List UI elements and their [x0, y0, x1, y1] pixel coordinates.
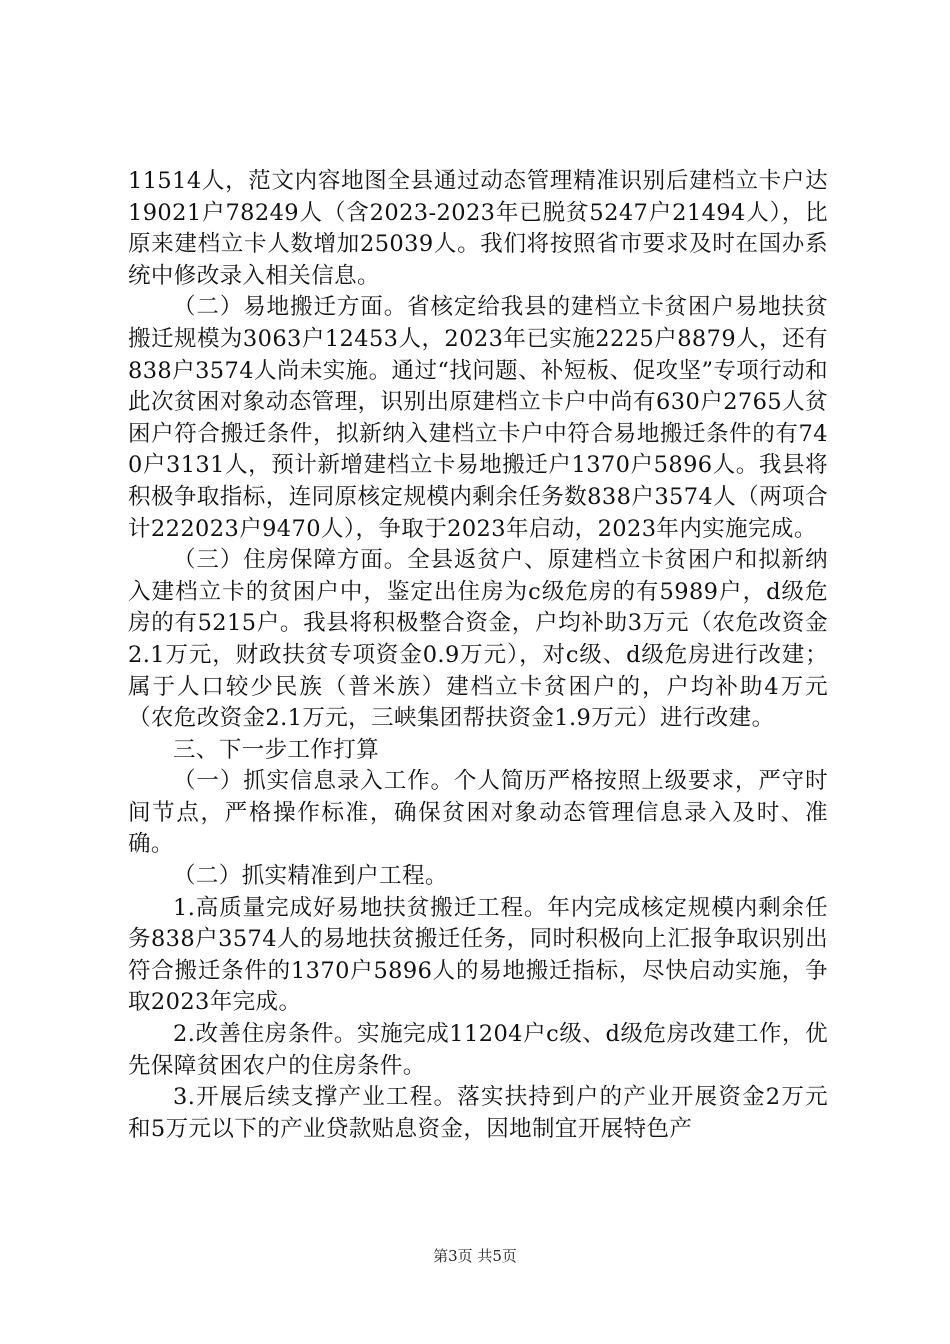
paragraph: 1.高质量完成好易地扶贫搬迁工程。年内完成核定规模内剩余任务838户3574人的易地扶贫搬迁任务，同时积极向上汇报争取识别出符合搬迁条件的1370户5896人的易地搬迁指标，尽快启动实施，争取2023年完成。 — [128, 894, 828, 1016]
document-body — [128, 166, 828, 1145]
paragraph: （一）抓实信息录入工作。个人简历严格按照上级要求，严守时间节点，严格操作标准，确保贫困对象动态管理信息录入及时、准确。 — [128, 768, 828, 858]
paragraph: 2.改善住房条件。实施完成11204户c级、d级危房改建工作，优先保障贫困农户的住房条件。 — [128, 1021, 828, 1079]
paragraph: 三、下一步工作打算 — [173, 736, 380, 763]
paragraph: （二）易地搬迁方面。省核定给我县的建档立卡贫困户易地扶贫搬迁规模为3063户12453人，2023年已实施2225户8879人，还有838户3574人尚未实施。通过“找问题、补短板、促攻坚”专项行动和此次贫困对象动态管理，识别出原建档立卡户中尚有630户2765人贫困户符合搬迁条件，拟新纳入建档立卡户中符合易地搬迁条件的有740户3131人，预计新增建档立卡易地搬迁户1370户5896人。我县将积极争取指标，连同原核定规模内剩余任务数838户3574人（两项合计222023户9470人），争取于2023年启动，2023年内实施完成。 — [128, 294, 828, 542]
paragraph: （三）住房保障方面。全县返贫户、原建档立卡贫困户和拟新纳入建档立卡的贫困户中，鉴定出住房为c级危房的有5989户，d级危房的有5215户。我县将积极整合资金，户均补助3万元（农危改资金2.1万元，财政扶贫专项资金0.9万元），对c级、d级危房进行改建；属于人口较少民族（普米族）建档立卡贫困户的，户均补助4万元（农危改资金2.1万元，三峡集团帮扶资金1.9万元）进行改建。 — [128, 547, 828, 732]
page-footer: 第3页 共5页 — [433, 1247, 517, 1265]
paragraph: 11514人，范文内容地图全县通过动态管理精准识别后建档立卡户达19021户78249人（含2023-2023年已脱贫5247户21494人），比原来建档立卡人数增加25039人。我们将按照省市要求及时在国办系统中修改录入相关信息。 — [128, 168, 828, 289]
paragraph: （二）抓实精准到户工程。 — [173, 863, 448, 890]
paragraph: 3.开展后续支撑产业工程。落实扶持到户的产业开展资金2万元和5万元以下的产业贷款贴息资金，因地制宜开展特色产 — [128, 1084, 828, 1142]
